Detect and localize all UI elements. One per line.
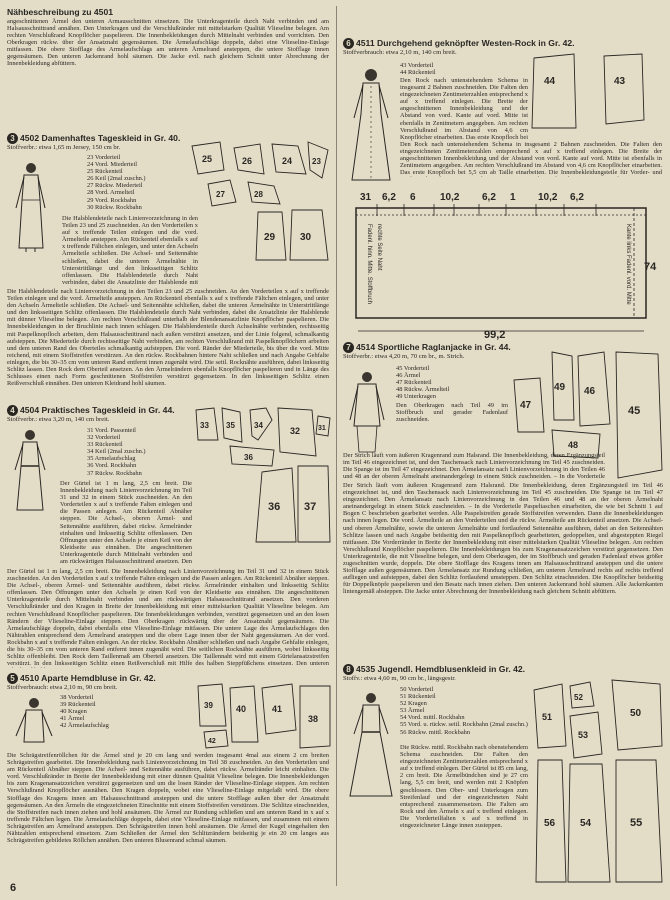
section-text: Die Halsblendeteile nach Linienvorzeichnung in den Teilen 23 und 25 zuschneiden. An den Vorderteilen x auf x treffende Teilen einlegen und die vord. Ärmelteile ansteppen. Am Rückenteil ebenfalls x auf x treffende Fältchen einlegen, und unter den Achseln Ärmelteile schließen. Die Achsel- und Seitennähte schließen, dabei die unteren Ärmelnähte in Unterstrittlänge und den linksseitigen Schlitz offenlassen. Die Halsblendeteile durch Naht verbinden, dabei die Ansatzlinie der Halsblende mit (62, 215, 198, 286)
svg-text:52: 52 (574, 693, 583, 702)
svg-text:41: 41 (272, 704, 283, 714)
svg-text:37: 37 (304, 501, 317, 513)
svg-text:36: 36 (268, 501, 281, 513)
part-item: 53 Ärmel (400, 707, 425, 715)
section-heading (343, 38, 663, 49)
svg-text:36: 36 (244, 453, 253, 462)
svg-text:50: 50 (630, 708, 642, 719)
svg-text:27: 27 (216, 190, 225, 199)
part-item: 24 Vord. Miederteil (87, 161, 137, 169)
schema-dim: 6,2 (382, 192, 396, 203)
section-4502-text-a (62, 215, 198, 286)
svg-text:25: 25 (202, 154, 213, 164)
section-title: 4514 Sportliche Raglanjacke in Gr. 44. (356, 341, 511, 352)
fashion-figure-4514 (346, 370, 388, 454)
part-item: 25 Rückenteil (87, 168, 123, 176)
part-item: 50 Vorderteil (400, 686, 434, 693)
fabric-usage: Stoffverbr.: etwa 4,20 m, 70 cm br., m. Strich. (343, 353, 465, 360)
part-item: 34 Keil (2mal zuschn.) (87, 448, 146, 456)
part-item: 32 Vorderteil (87, 434, 121, 442)
part-item: 43 Vorderteil (400, 62, 434, 69)
part-item: 23 Vorderteil (87, 154, 121, 161)
section-text-continued: Die Halsblendeteile nach Linienvorzeichnung in den Teilen 23 und 25 zuschneiden. An den Vorderteilen x auf x treffende Teilen einlegen und die vord. Ärmelteile ansteppen. Am Rückenteil ebenfalls x auf x treffende Fältchen einlegen, und unter den Achseln Ärmelteile schließen. Die Achsel- und Seitennähte schließen, dabei die unteren Ärmelnähte in Unterstrittlänge und den linksseitigen Schlitz offenlassen. Die Halsblendeteile durch Naht verbinden, dabei die Ansatzlinie der Halsblende mit dünner Vlieseline belegen. Am rechten Verschlußrand unterhalb der Blendenansatzlinie Knopflöcher paspelieren. Die Innenbekleidungen in der Bruchlinie nach innen schlagen. Die Halsblendenteile durch Achselnähte verbinden, rechtsseitig mit Paspelknopfloch arbeiten, dem Halsausschnittrand nach außen verstürzt ansetzen, und der Linie folgend, schmalkantig aufsteppen. Die Miederteile durch rechtsseitige Naht verbinden, am rechten Verschlußrand mit Paspelknopflöchern arbeiten und dem unteren Rand des Oberteiles schmalkantig aufsteppen. Die vord. Ränder der Miederteile, bis über die vord. Mitte reichend, mit einem Stoffstreifen verstürzen. An den rückw. Rockbahnen hintere Naht schließen und nach Angabe Gehfalte einlegen, die bis 30–35 cm vom unteren Rand entfernt innen zugenäht wird. Die seitl. Rocknähte ausführen, dabei linksseitig Schlitz lassen. Den Rock dem Oberteil ansetzen. An den Ärmelrändern ebenfalls Knopflöcher paspelieren und in Länge des Schlusses einen nach Form geschnittenen Stoffstreifen verstürzt gegensetzen. In den linksseitigen Schlitz einen Reißverschluß einnähen. Den unteren Kleidrand hohl säumen. (7, 288, 329, 388)
svg-text:49: 49 (554, 382, 566, 393)
schema-left-label: Fadenl. hinn. Mitte. Stoffbruch (366, 224, 372, 304)
parts-list-4514 (396, 365, 506, 400)
fabric-usage: Stoffverbr.: etwa 3,20 m, 140 cm breit. (7, 416, 110, 423)
pattern-diagram-4510 (196, 682, 332, 752)
section-number: 4 (7, 405, 18, 416)
pattern-diagram-4535 (532, 676, 666, 886)
page-number: 6 (10, 882, 17, 894)
part-item: 26 Keil (2mal zuschn.) (87, 175, 146, 183)
section-number: 7 (343, 342, 354, 353)
schema-dim: 10,2 (538, 192, 558, 203)
svg-text:40: 40 (236, 704, 247, 714)
section-text-continued: Der Strich läuft vom äußeren Kragenrand zum Halsrand. Die Innenbekleidung, deren Ergänzungsteil im Teil 46 eingezeichnet ist, und den Taschensack nach Linienvorzeichnung im Teil 45 zuschneiden. Die Spange ist im Teil 47 eingezeichnet. Den Ärmelansatz nach Linienvorzeichnung in den Teilen 46 und 48 an der oberen Ärmelnaht aneinandergelegt in einem Stück zuschneiden. – In die Vorderteile Paspeltaschen einarbeiten, die wie bei Schnitt 1 auf Bogen C beschrieben gearbeitet werden. Alle Paspelstreifen gerade Stoffstreifen verwenden. Dann die Innenbekleidungen nach innen legen. Die vord. Ärmelteile an den Vorderteilen und die rückw. Ärmelteile am Rückenteil ansetzen. Die Achsel- und oberen Ärmelnähte, sowie die unteren Ärmelnähte und fortlaufend Seitennähte ausführen, dabei an den Seitennähten Schlitze lassen und nach Angabe beidseitig den mit Paspelknopfloch gearbeiteten, gedoppelten, und abgesteppten Riegel mitfassen. Die Vorderränder in Breite der Innenbekleidung mit einer mittelstarken Qualität Vlieseline belegen. Am rechten Verschlußrand Knopflöcher paspelieren. Die Innenbekleidungen bis zum Kragenansatzzeichen verstürzt gegensetzen. Den Unterkragenteile, die mit Vlieseline belegen, und dem Oberkragen, der im Stoffbruch und geraden Fadenlauf etwas größer zugeschnitten wurde, doppeln. Die obere Stofflage des Kragens innen am Halsausschnittrand ansteppen und die untere Stofflage außen gegensäumen. Den Ärmelansatz zur Rundung schließen, am unteren Ärmelrand rechts auf rechts treffend aufliegen und aufsteppen, dabei den Schlitz fortlaufend umsteppen. Den Schlitz einschneiden. Die Knopflöcher beidseitig für Doppelknöpfe paspelieren und den Besatz nach innen ziehen. Den unteren Jackenrand hohl säumen. Alle Jackenkanten lintengemäß absteppen. Die Jacke unter Abrechnung der Innenbekleidung nach gleichem Schnitt abfüttern. (343, 482, 663, 596)
svg-text:46: 46 (584, 386, 596, 397)
schema-dim: 6,2 (570, 192, 584, 203)
svg-text:54: 54 (580, 818, 592, 829)
svg-text:45: 45 (628, 405, 641, 417)
svg-text:28: 28 (254, 190, 263, 199)
parts-list-4510 (60, 694, 200, 729)
column-divider (336, 6, 337, 886)
part-item: 37 Rückw. Rockbahn (87, 469, 142, 477)
part-item: 38 Vorderteil (60, 694, 94, 701)
section-4511-text-a (400, 77, 528, 141)
part-item: 45 Vorderteil (396, 365, 430, 372)
part-item: 44 Rückenteil (400, 69, 436, 77)
section-title: 4511 Durchgehend geknöpfter Westen-Rock in Gr. 42. (356, 37, 575, 48)
section-title: 4502 Damenhaftes Tageskleid in Gr. 40. (20, 132, 181, 143)
part-item: 47 Rückenteil (396, 379, 432, 387)
part-item: 28 Vord. Armelteil (87, 189, 135, 197)
parts-list-4502 (87, 154, 187, 211)
section-text-continued: Der Gürtel ist 1 m lang, 2,5 cm breit. Die Innenbekleidung nach Linienvorzeichnung im Teil 31 und 32 in einem Stück zuschneiden. An den Vorderteilen x auf x treffende Falten einlegen und die Passen anlegen. Am Rückenteil Abnäher steppen. Die Achsel-, oberen Ärmel- und Seitennähte ausführen, dabei rückw. Ärmelränder einhalten und linksseitig Schlitz offenlassen. Den Öffnungen unter den Achseln je einen Keil von der Kleidseite aus einnähen. Die angeschnittenen Unterkragenteile durch Mittelnaht verbinden und am rückwärtigen Halsausschnittrand ansetzen. Den vorderen Verschlußränder und den Kragen in Breite der Innenbekleidung mit einer mittelstarken Qualität Vlieseline belegen. Am rechten Verschlußrand Knopflöcher paspelieren. Die Innenbekleidungen verbinden, verstürzt gegensetzen und an den losen Rändern der Vlieseline-Einlage steppen. Den Oberkragen rückwärtig über der Ansatznaht gegensäumen. Die Ärmelaufschläge doppeln, dabei ebenfalls eine Vlieseline-Einlage mitfassen. Die untere Lage des Ärmelaufschlages den Nähtrahlen entsprechend dem Ärmelrand ansteppen und die obere Lage innen über der Naht gegensäumen. An der vord. Rockbahn x auf x treffende Falten einlegen. An der rückw. Rockbahn Abnäher schließen und nach Angabe Gehfalte einlegen, die bis 30–35 cm vom unteren Rand entfernt innen zugenäht wird. Die seitlichen Rocknähte ausführen, wobei linksseitig Schlitz offenbleibt. Den Rock dem Taillenmaß am Oberteil ansetzen. Die Taillennaht wird mit einem Gürtelansatzstreifen verstürzt. In den linksseitigen Schlitz einen Reißverschluß mit Hilfe des halben Steppfüßchens einsetzen. Den unteren (7, 568, 329, 668)
section-4510-text (7, 752, 329, 844)
fashion-figure-4535 (346, 690, 396, 802)
part-item: 52 Kragen (400, 700, 427, 708)
fashion-figure-4504 (10, 428, 50, 514)
parts-list-4504 (87, 427, 187, 477)
svg-text:39: 39 (204, 701, 213, 710)
svg-text:43: 43 (614, 76, 626, 87)
section-text-continued: Den Rock nach untenstehendem Schema in insgesamt 2 Bahnen zuschneiden. Die Falten den eingezeichneten Zentimeterzahlen entsprechend x auf x treffend einlegen. Die Breite der angeschnittenen Innenbekleidung und der Abstand von vord. Kante auf vord. Mitte ist ebenfalls in Zentimetern angegeben. Am rechten Verschlußrand im Abstand von 4,6 cm Knopflöcher einarbeiten. Das erste Knopfloch bei 5,5 cm ab Taille einarbeiten. Die Innenbekleidungsteile für Vorder- und (400, 141, 662, 177)
schema-dim: 10,2 (440, 192, 460, 203)
svg-text:33: 33 (200, 421, 209, 430)
svg-text:51: 51 (542, 712, 553, 722)
svg-text:31: 31 (318, 425, 326, 432)
part-item: 40 Kragen (60, 708, 87, 716)
section-text: angeschnittenen Ärmel den unteren Armausschnitten einsetzen. Die Unterkragenteile durch Naht verbinden und am Halsausschnittrand annähen. Den Unterkragen und die Verschlußränder mit mittelstarken Qualität Vlieseline belegen. Am rechten Verschlußrand Knopflöcher paspelieren. Die Innenbekleidungen durch Mittelnaht verbinden und vorrichten. Den Oberkragen rückw. über der Ansatznaht gegensäumen. Die Ärmelaufschläge doppeln, dabei eine Vlieseline-Einlage mitfassen. Die obere Stofflage des Armelaufschlags am unteren Ärmelrand ansteppen, die untere Stofflage innen gegensäumen. Den unteren Jackenrand hohl säumen. Die Jacke evtl. nach gleichem Schnitt unter Abrechnung der Innenbekleidung abfüttern. (7, 17, 329, 68)
section-title: 4510 Aparte Hemdbluse in Gr. 42. (20, 672, 156, 683)
schema-width: 99,2 (484, 329, 506, 341)
part-item: 56 Rückw. mittl. Rockbahn (400, 728, 471, 736)
fabric-usage: Stoffverbr.: etwa 1,65 m Jersey, 150 cm br. (7, 144, 121, 151)
part-item: 39 Rückenteil (60, 701, 96, 709)
section-4535-text (400, 744, 528, 829)
parts-list-4511 (400, 62, 490, 76)
section-number: 5 (7, 673, 18, 684)
svg-text:47: 47 (520, 400, 532, 411)
svg-text:35: 35 (226, 421, 235, 430)
section-text: Die Rückw. mittl. Rockbahn nach obenstehendem Schema zuschneiden. Die Falten den eingezeichneten Zentimeterzahlen entsprechend x auf x treffend einlegen. Der Gürtel ist 85 cm lang, 2 cm breit. Die Ärmelbündchen sind je 27 cm lang, 5,5 cm breit, und werden mit 2 Knöpfen geschlossen. Den Ober- und Unterkragen zum Streifenlauf und der eingezeichneten Naht entsprechend zusammensetzen. Die Falten am Rock und den Ärmeln x auf x treffend einlegen. Die Vorderteilfalten x auf x treffend in eingezeichneter Länge innen zusteppen. (400, 744, 528, 830)
part-item: 42 Ärmelaufschlag (60, 722, 109, 730)
part-item: 30 Rückw. Rockbahn (87, 203, 142, 211)
part-item: 35 Armelaufschlag (87, 455, 136, 463)
section-title: 4504 Praktisches Tageskleid in Gr. 44. (20, 404, 175, 415)
pattern-diagram-4511 (530, 50, 664, 132)
section-text: Die Schrägstreifenröllchen für die Ärmel sind je 20 cm lang und werden insgesamt 4mal aus einem 2 cm breiten Schrägstreifen gearbeitet. Die Innenbekleidung nach Linienvorzeichnung im Teil 38 zuschneiden. An den Vorderteilen und am Rückenteil Abnäher steppen. Die Achsel- und Seitennähte ausführen, dabei rückw. Ärmelränder leicht einhalten. Die vord. Verschlußränder in Breite der Innenbekleidung mit einer dünnen Qualität Vlieseline belegen. Die Innenbekleidungen bis zum Kragenansatzzeichen verstürzt gegensetzen und um die losen Ränder der Vlieseline-Einlage steppen. Am rechten Verschlußrand Knopflöcher ausnähen. Den Kragen doppeln, wobei eine Vlieseline-Einlage mitgefaßt wird. Die obere Stofflage des Kragens innen am Halsausschnittrand ansteppen und die untere Stofflage außen über der Ansatznaht gegensäumen. An den Ärmeln die eingezeichneten Einschnitte mit einem Stoffstreifen verstürzen. Die Schlitze einschneiden, die Stoffstreifen nach innen ziehen und hohl ansäumen. Die Ärmel zur Rundung schließen und am unteren Rand in x auf x treffende Fältchen legen. Die Ärmelaufschläge doppeln, dabei eine Vlieseline-Einlage mitfassen, und zusammen mit einem Schrägstreifen am Ärmelrand ansteppen. Den Schrägstreifen innen hohl ansäumen. Die Ärmel der Kugel eingehalten den Nähtzahlen entsprechend einsetzen. Zum Schließen der Ärmel den Schlitzrändern beidseitig je ein 20 cm langes aus Schrägstreifen gebildetes Röllchen annähen. Den unteren Blusenrand schmal säumen. (7, 752, 329, 845)
fabric-usage: Stoffv.: etwa 4,60 m, 90 cm br., längsgestr. (343, 675, 456, 682)
section-number: 8 (343, 664, 354, 675)
fashion-figure-4511 (346, 66, 396, 186)
svg-text:32: 32 (290, 426, 301, 436)
section-title: Nähbeschreibung zu 4501 (7, 7, 114, 17)
svg-text:56: 56 (544, 818, 556, 829)
section-4511-text-b (400, 141, 662, 177)
part-item: 51 Rückenteil (400, 693, 436, 701)
svg-text:26: 26 (242, 156, 253, 166)
part-item: 36 Vord. Rockbahn (87, 462, 137, 470)
svg-text:30: 30 (300, 232, 312, 243)
section-4514-text-a (343, 452, 605, 480)
svg-text:34: 34 (254, 421, 263, 430)
part-item: 54 Vord. mittl. Rockbahn (400, 714, 465, 722)
svg-text:38: 38 (308, 714, 319, 724)
schema-dim: 1 (510, 192, 516, 203)
parts-note-4514 (396, 402, 508, 423)
section-number: 3 (7, 133, 18, 144)
pattern-diagram-4502 (190, 140, 332, 262)
fashion-figure-4502 (10, 160, 50, 252)
parts-list-4535 (400, 686, 528, 736)
svg-text:42: 42 (208, 738, 216, 745)
svg-text:29: 29 (264, 232, 276, 243)
parts-note: Den Oberkragen nach Teil 49 im Stoffbruch und gerader Fadenlauf zuschneiden. (396, 402, 508, 424)
schema-dim: 6,2 (482, 192, 496, 203)
svg-text:23: 23 (312, 157, 321, 166)
section-heading (343, 664, 663, 675)
section-4504-text-a (60, 480, 192, 565)
part-item: 33 Rückenteil (87, 441, 123, 449)
section-4501 (7, 8, 329, 68)
schema-height: 74 (644, 261, 657, 273)
part-item: 55 Vord. u. rückw. seitl. Rockbahn (2mal zuschn.) (400, 721, 528, 729)
part-item: 46 Ärmel (396, 372, 421, 380)
schema-right-label: rechte Seite Naht (376, 224, 382, 271)
section-text: Der Strich läuft vom äußeren Kragenrand zum Halsrand. Die Innenbekleidung, deren Ergänzungsteil im Teil 46 eingezeichnet ist, und den Taschensack nach Linienvorzeichnung im Teil 45 zuschneiden. Die Spange ist im Teil 47 eingezeichnet. Den Ärmelansatz nach Linienvorzeichnung in den Teilen 46 und 48 an der oberen Ärmelnaht aneinandergelegt in einem Stück zuschneiden. – In die Vorderteile (343, 452, 605, 480)
svg-text:44: 44 (544, 76, 556, 87)
svg-text:48: 48 (568, 440, 579, 450)
section-text: Den Rock nach untenstehendem Schema in insgesamt 2 Bahnen zuschneiden. Die Falten den eingezeichneten Zentimeterzahlen entsprechend x auf x treffend einlegen. Die Breite der angeschnittenen Innenbekleidung und der Abstand von vord. Kante auf vord. Mitte ist ebenfalls in Zentimetern angegeben. Am rechten Verschlußrand im Abstand von 4,6 cm Knopflöcher einarbeiten. Das erste Knopfloch bei (400, 77, 528, 141)
part-item: 41 Ärmel (60, 715, 85, 723)
section-title: 4535 Jugendl. Hemdblusenkleid in Gr. 42. (356, 663, 526, 674)
section-number: 6 (343, 38, 354, 49)
fabric-usage: Stoffverbrauch: etwa 2,10 m, 90 cm breit. (7, 684, 118, 691)
fabric-usage: Stoffverbrauch: etwa 2,10 m, 140 cm breit. (343, 49, 457, 56)
schema-dim: 6 (410, 192, 416, 203)
svg-text:24: 24 (282, 156, 293, 166)
pattern-diagram-4504 (192, 406, 332, 544)
skirt-cutting-schema (344, 186, 664, 346)
schema-edge-label: Kante links Fadenl. vord. Mitte (625, 224, 631, 305)
svg-text:55: 55 (630, 817, 643, 829)
part-item: 27 Rückw. Miederteil (87, 182, 143, 190)
part-item: 31 Vord. Passenteil (87, 427, 136, 434)
part-item: 48 Rückw. Ärmelteil (396, 386, 450, 394)
section-4514-text-b (343, 482, 663, 596)
section-4504-text-b (7, 568, 329, 668)
section-text: Der Gürtel ist 1 m lang, 2,5 cm breit. Die Innenbekleidung nach Linienvorzeichnung im Teil 31 und 32 in einem Stück zuschneiden. An den Vorderteilen x auf x treffende Falten einlegen und die Passen anlegen. Am Rückenteil Abnäher steppen. Die Achsel-, oberen Ärmel- und Seitennähte ausführen, dabei rückw. Ärmelränder einhalten und linksseitig Schlitz offenlassen. Den Öffnungen unter den Achseln je einen Keil von der Kleidseite aus einnähen. Die angeschnittenen Unterkragenteile durch Mittelnaht verbinden und am rückwärtigen Halsausschnittrand ansetzen. Den (60, 480, 192, 565)
svg-text:53: 53 (578, 730, 589, 740)
fashion-figure-4510 (12, 696, 56, 746)
section-4502-text-b (7, 288, 329, 387)
schema-dim: 31 (360, 192, 372, 203)
part-item: 49 Unterkragen (396, 393, 436, 401)
part-item: 29 Vord. Rockbahn (87, 196, 137, 204)
